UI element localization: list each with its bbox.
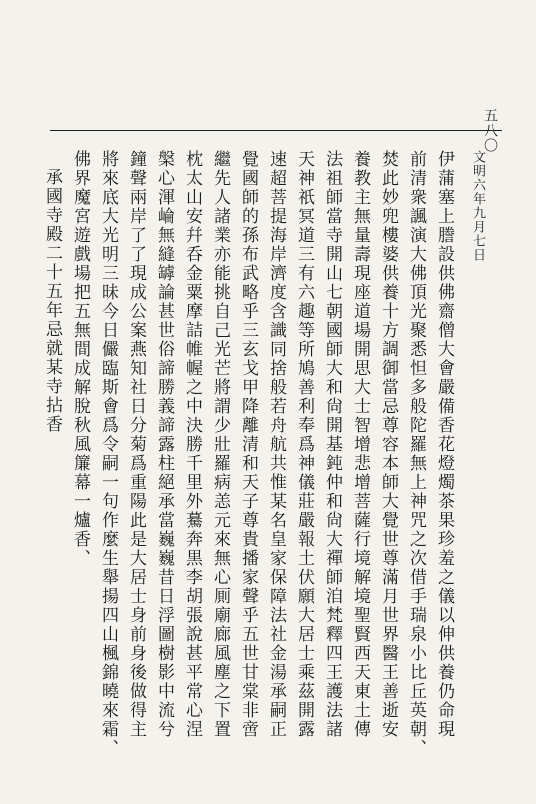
text-column: 伊蒲塞上謄設供佛齋僧大會嚴備香花燈燭茶果珍羞之儀以伸供養仍命現 bbox=[434, 150, 454, 739]
text-column: 覺國師的孫布武略乎三玄戈甲降離清和天子尊貴播家聲乎五世甘棠非啻 bbox=[238, 150, 258, 739]
section-heading: 承國寺殿二十五年忌就某寺拈香 bbox=[42, 168, 62, 434]
text-column: 繼先人諸業亦能挑自己光芒將謂少壯羅病恙元來無心厠廟廊風塵之下置 bbox=[210, 150, 230, 739]
text-column: 鐘聲兩岸了了現成公案燕知社日分菊爲重陽此是大居士身前身後做得主 bbox=[126, 150, 146, 739]
page-number: 五八〇 bbox=[482, 108, 498, 153]
text-column: 槃心渾崘無縫罅論甚世俗諦勝義諦露柱絕承當巍巍昔日浮圖樹影中流兮 bbox=[154, 150, 174, 739]
text-column: 法祖師當寺開山七朝國師大和尙開基鈍仲和尙大禪師洎梵釋四王護法諸 bbox=[322, 150, 342, 739]
text-column: 焚此妙兜樓婆供養十方調御當忌尊容本師大覺世尊滿月世界醫王善逝安 bbox=[378, 150, 398, 739]
text-column: 速超菩提海岸濟度含識同捨般若舟航共惟某名皇家保障法社金湯承嗣正 bbox=[266, 150, 286, 739]
text-column: 天神祇冥道三有六趣等所鳩善利奉爲神儀莊嚴報土伏願大居士乘茲開露 bbox=[294, 150, 314, 739]
body-text bbox=[42, 150, 488, 770]
text-column: 養教主無量壽現座道場開思大士智增悲增菩薩行境解境聖賢西天東土傳 bbox=[350, 150, 370, 739]
header-date: 文明六年九月七日 bbox=[470, 150, 485, 262]
text-column: 枕太山安幷呑金粟摩詰帷幄之中決勝千里外驀奔黒李胡張說甚平常心涅 bbox=[182, 150, 202, 739]
text-column: 將來底大光明三昧今日儼臨斯會爲令嗣一句作麼生舉揚四山楓錦曉來霜、 bbox=[98, 150, 118, 758]
text-column: 前清衆諷演大佛頂光聚悉怛多般陀羅無上神咒之次借手瑞泉小比丘英朝、 bbox=[406, 150, 426, 758]
text-column: 佛界魔宮遊戲場把五無間成解脫秋風簾幕一爐香、 bbox=[70, 150, 90, 568]
top-rule bbox=[50, 130, 502, 131]
